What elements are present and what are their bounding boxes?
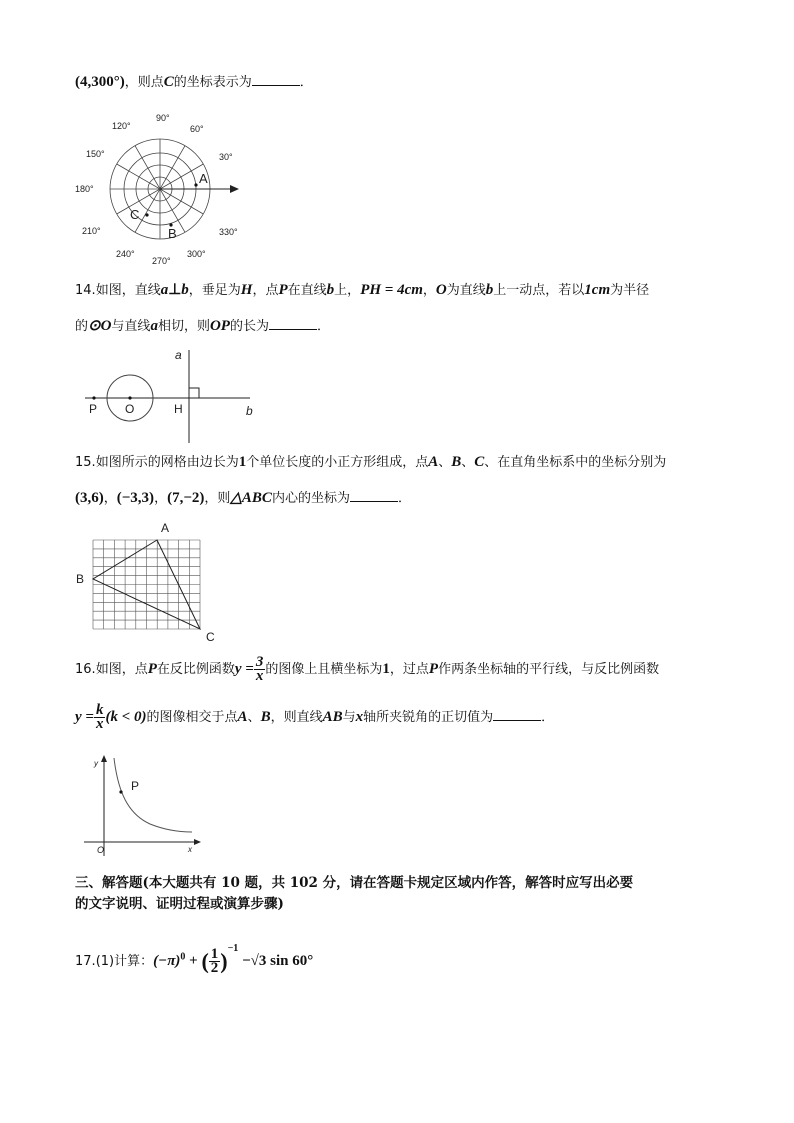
q17-line: 17.(1)计算：$(-\pi)^0$ + ( $\frac{1}{2}$ )$^{-1}$ −√3 sin 60° — [75, 943, 314, 976]
q15-sep: ， — [154, 491, 168, 506]
q14-answer-blank[interactable] — [269, 316, 317, 330]
q13-answer-blank[interactable] — [252, 72, 300, 86]
angle-label-210: 210° — [82, 226, 101, 236]
q14-text: 上， — [334, 283, 361, 298]
q15-line1 — [75, 452, 666, 473]
q14-line1 — [75, 280, 649, 301]
q16-line1 — [75, 654, 659, 685]
q16-frac-den: x — [255, 668, 264, 684]
q16-one: 1 — [382, 661, 390, 677]
q14-text: ，点 — [252, 283, 279, 298]
q13-line — [75, 72, 313, 93]
q14-radius: 1cm — [584, 282, 611, 298]
q17-frac-num: 1 — [210, 946, 219, 962]
section-heading-line2: 的文字说明、证明过程或演算步骤) — [75, 896, 284, 912]
label-p: P — [131, 779, 140, 793]
label-h: H — [174, 402, 183, 416]
angle-label-150: 150° — [86, 149, 105, 159]
q16-text: 的图像上且横坐标为 — [265, 662, 383, 677]
q15-sep: ， — [103, 491, 117, 506]
q14-var-p: P — [278, 282, 288, 298]
label-b: b — [246, 404, 253, 418]
q15-end: ． — [397, 491, 411, 506]
q14-text: 相切，则 — [157, 319, 210, 334]
grid-diagram — [72, 517, 232, 647]
hyperbola-diagram — [80, 752, 210, 862]
q13-coord: (4,300°) — [75, 74, 125, 90]
q16-text: 作两条坐标轴的平行线，与反比例函数 — [438, 662, 660, 677]
q15-sep: 、 — [461, 455, 475, 470]
q14-text: 如图，直线 — [95, 283, 161, 298]
label-C: C — [206, 630, 215, 644]
angle-label-300: 300° — [187, 249, 206, 259]
q14-text: 上一动点，若以 — [493, 283, 585, 298]
polar-axis-arrow — [230, 185, 239, 193]
q16-condition: (k < 0) — [105, 709, 147, 725]
angle-label-30: 30° — [219, 152, 233, 162]
q16-text: 与 — [342, 710, 356, 725]
section-heading — [75, 873, 633, 915]
q15-line2 — [75, 488, 411, 509]
q14-text: 的 — [75, 319, 89, 334]
q14-equation: PH = 4cm — [360, 282, 423, 298]
q16-var-p: P — [147, 661, 157, 677]
q14-text: 的长为 — [229, 319, 269, 334]
q15-triangle: △ABC — [230, 490, 272, 506]
angle-label-270: 270° — [152, 256, 171, 266]
q15-coord-b: (−3,3) — [116, 490, 155, 506]
angle-label-330: 330° — [219, 227, 238, 237]
q14-line2 — [75, 316, 330, 337]
label-p: P — [89, 402, 98, 416]
q16-var-p: P — [428, 661, 439, 677]
point-b-label: B — [168, 226, 177, 241]
q14-var-op: OP — [209, 318, 230, 334]
label-y: y — [94, 759, 98, 768]
q14-text: 为半径 — [610, 283, 650, 298]
q17-number: 17. — [75, 954, 96, 969]
q17-frac-den: 2 — [210, 960, 219, 976]
q14-var-o: O — [435, 282, 447, 298]
q16-text: ，过点 — [389, 662, 429, 677]
q16-text: ，则直线 — [270, 710, 323, 725]
q16-frac-den: x — [95, 716, 104, 732]
q15-number: 15. — [75, 455, 96, 470]
polar-diagram — [72, 105, 252, 265]
q16-text: 轴所夹锐角的正切值为 — [363, 710, 494, 725]
point-c-dot — [145, 213, 148, 216]
q16-frac-num: k — [95, 702, 104, 718]
q15-text: 个单位长度的小正方形组成，点 — [246, 455, 429, 470]
point-a-label: A — [199, 171, 208, 186]
q16-var-x: x — [355, 709, 364, 725]
q17-sqrt3: √3 — [250, 953, 267, 969]
q14-text: 与直线 — [111, 319, 151, 334]
point-o-dot — [128, 396, 131, 399]
q17-exp-neg1: −1 — [227, 943, 239, 954]
angle-label-180: 180° — [75, 184, 94, 194]
hyperbola-curve — [114, 758, 192, 832]
q16-var-ab: AB — [322, 709, 343, 725]
label-a: a — [175, 348, 182, 362]
q15-var-a: A — [428, 454, 439, 470]
q15-text: 内心的坐标为 — [271, 491, 350, 506]
q14-text: ，垂足为 — [188, 283, 241, 298]
q16-var-b: B — [260, 709, 271, 725]
q16-y-eq: y = — [234, 661, 254, 677]
q16-text: 在反比例函数 — [156, 662, 235, 677]
q13-point: C — [163, 74, 174, 90]
q14-circle: ⊙O — [88, 318, 112, 334]
label-B: B — [76, 572, 85, 586]
q13-end: ． — [299, 75, 313, 90]
q14-text: 为直线 — [446, 283, 486, 298]
q13-text2: 的坐标表示为 — [173, 75, 252, 90]
q14-text: 在直线 — [287, 283, 327, 298]
q16-var-a: A — [237, 709, 248, 725]
q14-var-h: H — [240, 282, 253, 298]
q15-text: 如图所示的网格由边长为 — [95, 455, 239, 470]
q16-sep: 、 — [247, 710, 261, 725]
q15-one: 1 — [238, 454, 247, 470]
right-angle-mark — [189, 388, 199, 398]
q17-sin60: sin 60° — [266, 953, 314, 969]
q15-answer-blank[interactable] — [350, 488, 398, 502]
q17-neg-pi: (−π) — [153, 953, 181, 969]
label-A: A — [161, 521, 170, 535]
q16-fraction-3-over-x — [254, 656, 266, 683]
q14-var-a: a — [160, 282, 169, 298]
q17-part: (1)计算： — [95, 954, 154, 969]
grid-lines — [93, 540, 200, 629]
q17-fraction-half — [209, 948, 221, 975]
angle-label-90: 90° — [156, 113, 170, 123]
q14-number: 14. — [75, 283, 96, 298]
q17-plus: + — [185, 953, 202, 969]
label-o: O — [125, 402, 135, 416]
x-axis-arrow — [194, 839, 201, 845]
q16-fraction-k-over-x — [94, 704, 106, 731]
angle-label-120: 120° — [112, 121, 131, 131]
q14-end: ． — [316, 319, 330, 334]
q14-perp: ⊥ — [168, 282, 182, 298]
q17-exp-0: 0 — [180, 951, 186, 963]
y-axis-arrow — [101, 755, 107, 762]
q17-minus: − — [238, 953, 251, 969]
q16-text: 如图，点 — [95, 662, 148, 677]
q14-text: ， — [422, 283, 436, 298]
point-c-label: C — [130, 207, 140, 222]
q16-line2 — [75, 702, 554, 733]
q14-var-a: a — [150, 318, 158, 334]
q15-var-b: B — [451, 454, 462, 470]
q15-sep: 、 — [438, 455, 452, 470]
q15-text: 、在直角坐标系中的坐标分别为 — [484, 455, 667, 470]
section-heading-line1: 三、解答题(本大题共有 10 题，共 102 分，请在答题卡规定区域内作答，解答时应写出必要 — [75, 875, 634, 891]
q16-text: 的图像相交于点 — [146, 710, 238, 725]
q14-var-b: b — [485, 282, 494, 298]
q16-number: 16. — [75, 662, 96, 677]
point-a-dot — [194, 183, 197, 186]
point-p-dot — [119, 790, 122, 793]
label-x: x — [188, 845, 192, 854]
q15-coord-a: (3,6) — [75, 490, 104, 506]
point-p-dot — [92, 396, 95, 399]
q13-text: ，则点 — [124, 75, 164, 90]
q15-text: ，则 — [204, 491, 231, 506]
angle-label-240: 240° — [116, 249, 135, 259]
tangent-diagram — [80, 345, 280, 445]
q16-frac-num: 3 — [255, 654, 264, 670]
q16-y-eq: y = — [75, 709, 94, 725]
q16-answer-blank[interactable] — [493, 707, 541, 721]
q14-var-b: b — [326, 282, 335, 298]
q14-var-b: b — [181, 282, 189, 298]
q16-end: ． — [541, 710, 555, 725]
angle-label-60: 60° — [190, 124, 204, 134]
label-origin: O — [97, 845, 105, 855]
q15-var-c: C — [474, 454, 485, 470]
q15-coord-c: (7,−2) — [167, 490, 205, 506]
